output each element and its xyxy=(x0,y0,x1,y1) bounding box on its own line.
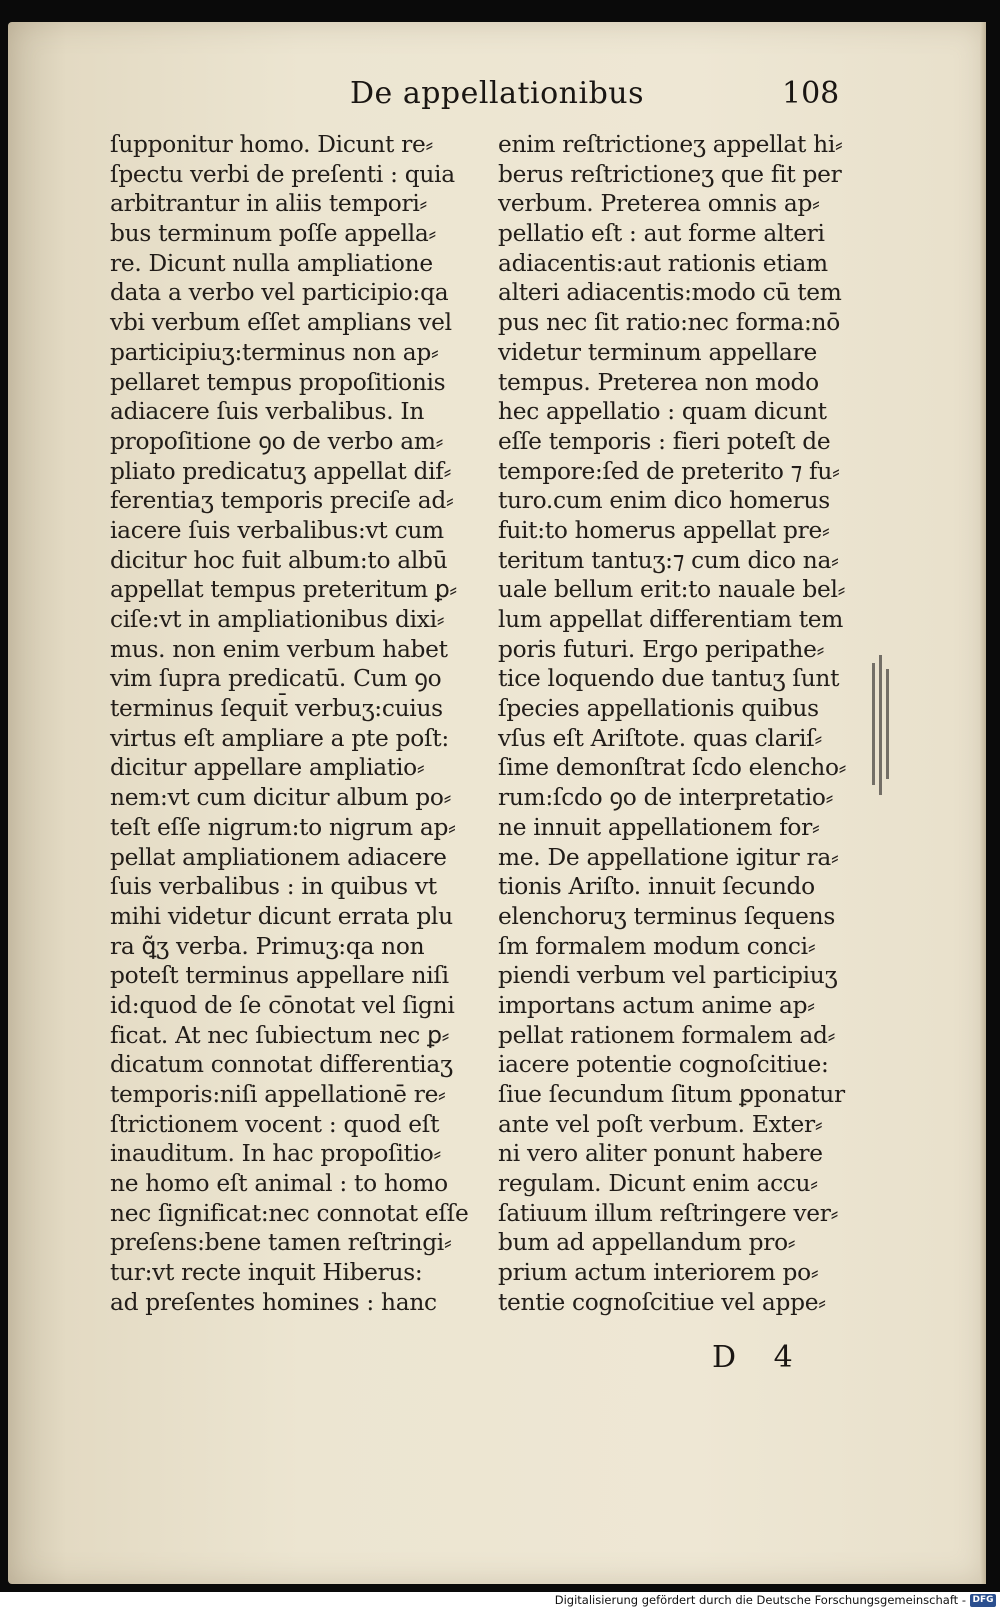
text-line: bum ad appellandum pro⸗ xyxy=(498,1229,796,1257)
text-line: poteſt terminus appellare niſi xyxy=(110,962,449,990)
page-edge xyxy=(980,22,986,1584)
signature-mark: D 4 xyxy=(712,1340,807,1375)
text-line: berus reſtrictioneʒ que fit per xyxy=(498,160,842,188)
text-line: ne innuit appellationem for⸗ xyxy=(498,813,820,841)
text-line: pellaret tempus propoſitionis xyxy=(110,368,446,396)
text-line: ne homo eſt animal : to homo xyxy=(110,1170,448,1198)
dfg-logo: DFG xyxy=(970,1594,996,1607)
text-line: nec ſignificat:nec connotat eſſe xyxy=(110,1199,469,1227)
text-line: teſt eſſe nigrum:to nigrum ap⸗ xyxy=(110,813,456,841)
text-line: ſm formalem modum conci⸗ xyxy=(498,932,816,960)
text-line: pus nec ſit ratio:nec forma:nō xyxy=(498,309,840,337)
text-line: appellat tempus preteritum ꝑ⸗ xyxy=(110,576,457,604)
text-line: elenchoruʒ terminus ſequens xyxy=(498,902,835,930)
text-line: uale bellum erit:to nauale bel⸗ xyxy=(498,576,846,604)
text-line: vſus eſt Ariſtote. quas clariſ⸗ xyxy=(498,724,822,752)
text-line: tempore:ſed de preterito ⁊ fu⸗ xyxy=(498,457,840,485)
text-line: vim ſupra predicatū. Cum ꝯo xyxy=(110,665,442,693)
text-line: tice loquendo due tantuʒ ſunt xyxy=(498,665,840,693)
folio-number: 108 xyxy=(782,76,840,111)
text-line: alteri adiacentis:modo cū tem xyxy=(498,279,842,307)
text-line: ſuis verbalibus : in quibus vt xyxy=(110,873,437,901)
text-line: lum appellat differentiam tem xyxy=(498,606,844,633)
text-line: teritum tantuʒ:⁊ cum dico na⸗ xyxy=(498,546,839,574)
text-line: iacere potentie cognoſcitiue: xyxy=(498,1051,829,1079)
text-line: tur:vt recte inquit Hiberus: xyxy=(110,1259,423,1287)
text-line: dicitur appellare ampliatio⸗ xyxy=(110,754,425,782)
text-line: pellat ampliationem adiacere xyxy=(110,843,447,871)
text-line: ni vero aliter ponunt habere xyxy=(498,1140,823,1168)
text-line: turo.cum enim dico homerus xyxy=(498,487,830,515)
text-column-right xyxy=(498,130,868,1318)
text-line: ra ꝗ̃ʒ verba. Primuʒ:qa non xyxy=(110,932,425,960)
text-line: inauditum. In hac propoſitio⸗ xyxy=(110,1140,441,1168)
text-line: ficat. At nec ſubiectum nec ꝑ⸗ xyxy=(110,1021,450,1049)
text-line: iacere ſuis verbalibus:vt cum xyxy=(110,516,444,544)
text-line: enim reſtrictioneʒ appellat hi⸗ xyxy=(498,131,843,158)
text-line: fuit:to homerus appellat pre⸗ xyxy=(498,516,830,544)
text-line: nem:vt cum dicitur album po⸗ xyxy=(110,784,452,812)
text-line: tentie cognoſcitiue vel appe⸗ xyxy=(498,1288,826,1316)
footer-bar xyxy=(0,1592,1000,1609)
text-line: vbi verbum eſſet amplians vel xyxy=(110,309,452,337)
text-line: participiuʒ:terminus non ap⸗ xyxy=(110,338,439,366)
text-line: verbum. Preterea omnis ap⸗ xyxy=(498,190,820,218)
text-line: ſupponitur homo. Dicunt re⸗ xyxy=(110,131,433,158)
text-line: hec appellatio : quam dicunt xyxy=(498,398,827,426)
text-line: ſatiuum illum reſtringere ver⸗ xyxy=(498,1199,839,1227)
text-line: regulam. Dicunt enim accu⸗ xyxy=(498,1170,818,1198)
text-line: preſens:bene tamen reſtringi⸗ xyxy=(110,1229,452,1257)
text-line: ad preſentes homines : hanc xyxy=(110,1288,437,1316)
text-line: dicatum connotat differentiaʒ xyxy=(110,1051,453,1079)
text-line: re. Dicunt nulla ampliatione xyxy=(110,249,433,277)
text-line: ciſe:vt in ampliationibus dixi⸗ xyxy=(110,606,445,633)
text-line: importans actum anime ap⸗ xyxy=(498,991,815,1019)
running-title: De appellationibus xyxy=(350,76,645,111)
text-line: poris futuri. Ergo peripathe⸗ xyxy=(498,635,825,663)
text-line: temporis:niſi appellationē re⸗ xyxy=(110,1081,446,1108)
margin-marking xyxy=(870,655,892,795)
text-line: ferentiaʒ temporis preciſe ad⸗ xyxy=(110,487,454,515)
text-line: me. De appellatione igitur ra⸗ xyxy=(498,843,839,871)
text-line: piendi verbum vel participiuʒ xyxy=(498,962,838,990)
text-line: propoſitione ꝯo de verbo am⸗ xyxy=(110,427,444,455)
text-line: ante vel poſt verbum. Exter⸗ xyxy=(498,1110,823,1138)
text-line: terminus ſequit̄ verbuʒ:cuius xyxy=(110,695,443,723)
text-line: prium actum interiorem po⸗ xyxy=(498,1259,819,1287)
text-line: pliato predicatuʒ appellat dif⸗ xyxy=(110,457,452,485)
text-line: adiacentis:aut rationis etiam xyxy=(498,249,828,277)
text-line: bus terminum poſſe appella⸗ xyxy=(110,220,436,248)
text-line: data a verbo vel participio:qa xyxy=(110,279,449,307)
text-line: tionis Ariſto. innuit ſecundo xyxy=(498,873,815,901)
text-line: videtur terminum appellare xyxy=(498,338,817,366)
text-line: mus. non enim verbum habet xyxy=(110,635,448,663)
text-line: mihi videtur dicunt errata plu xyxy=(110,902,453,930)
text-line: arbitrantur in aliis tempori⸗ xyxy=(110,190,427,218)
text-line: eſſe temporis : fieri poteſt de xyxy=(498,427,831,455)
text-line: virtus eſt ampliare a pte poſt: xyxy=(110,724,449,752)
text-line: ſpectu verbi de preſenti : quia xyxy=(110,160,455,188)
text-line: rum:ſcdo ꝯo de interpretatio⸗ xyxy=(498,784,834,812)
text-line: ſime demonſtrat ſcdo elencho⸗ xyxy=(498,754,847,782)
text-line: dicitur hoc fuit album:to albū xyxy=(110,546,448,574)
text-line: ſiue ſecundum ſitum ꝑponatur xyxy=(498,1081,845,1108)
text-column-left xyxy=(110,130,480,1318)
text-line: adiacere ſuis verbalibus. In xyxy=(110,398,425,426)
text-line: ſpecies appellationis quibus xyxy=(498,695,819,723)
text-line: tempus. Preterea non modo xyxy=(498,368,819,396)
footer-credit: Digitalisierung gefördert durch die Deutsche Forschungsgemeinschaft - xyxy=(554,1593,966,1607)
text-line: pellatio eſt : aut forme alteri xyxy=(498,220,825,248)
text-line: id:quod de ſe cōnotat vel ſigni xyxy=(110,991,455,1019)
text-line: ſtrictionem vocent : quod eſt xyxy=(110,1110,440,1138)
text-line: pellat rationem formalem ad⸗ xyxy=(498,1021,836,1049)
